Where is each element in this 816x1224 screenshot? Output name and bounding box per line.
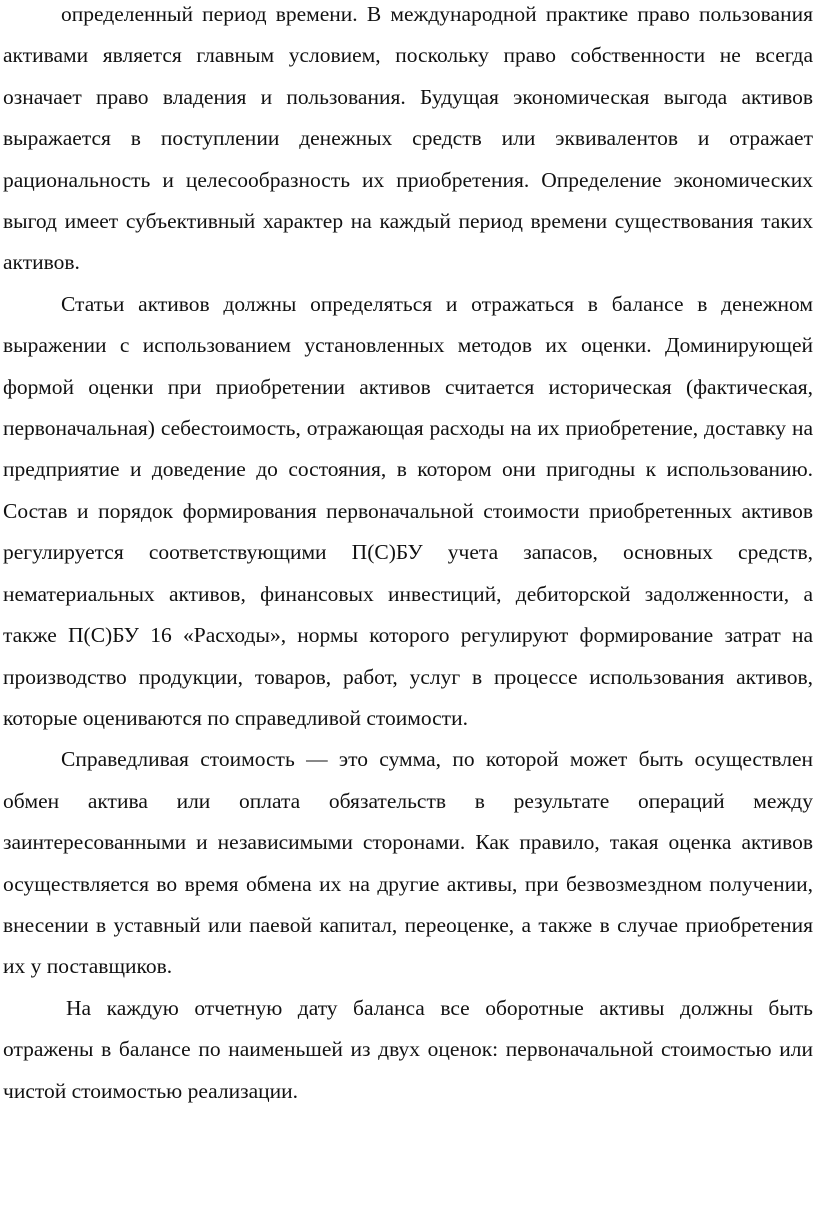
- paragraph-economic-benefit: определенный период времени. В международной практике право пользования активами является главным условием, поскольку право собственности не всегда означает право владения и пользования. Будущая экономическая выгода активов выражается в поступлении денежных средств или эквивалентов и отражает рациональность и целесообразность их приобретения. Определение экономических выгод имеет субъективный характер на каждый период времени существования таких активов.: [3, 2, 813, 275]
- paragraph-asset-valuation: Статьи активов должны определяться и отражаться в балансе в денежном выражении с использованием установленных методов их оценки. Доминирующей формой оценки при приобретении активов считается историческая (фактическая, первоначальная) себестоимость, отражающая расходы на их приобретение, доставку на предприятие и доведение до состояния, в котором они пригодны к использованию. Состав и порядок формирования первоначальной стоимости приобретенных активов регулируется соответствующими П(С)БУ учета запасов, основных средств, нематериальных активов, финансовых инвестиций, дебиторской задолженности, а также П(С)БУ 16 «Расходы», нормы которого регулируют формирование затрат на производство продукции, товаров, работ, услуг в процессе использования активов, которые оцениваются по справедливой стоимости.: [3, 291, 813, 730]
- paragraph-current-assets: На каждую отчетную дату баланса все оборотные активы должны быть отражены в балансе по наименьшей из двух оценок: первоначальной стоимостью или чистой стоимостью реализации.: [3, 995, 813, 1103]
- document-page: [3, 0, 813, 1112]
- paragraph-fair-value: Справедливая стоимость — это сумма, по которой может быть осуществлен обмен актива или оплата обязательств в результате операций между заинтересованными и независимыми сторонами. Как правило, такая оценка активов осуществляется во время обмена их на другие активы, при безвозмездном получении, внесении в уставный или паевой капитал, переоценке, а также в случае приобретения их у поставщиков.: [3, 747, 813, 979]
